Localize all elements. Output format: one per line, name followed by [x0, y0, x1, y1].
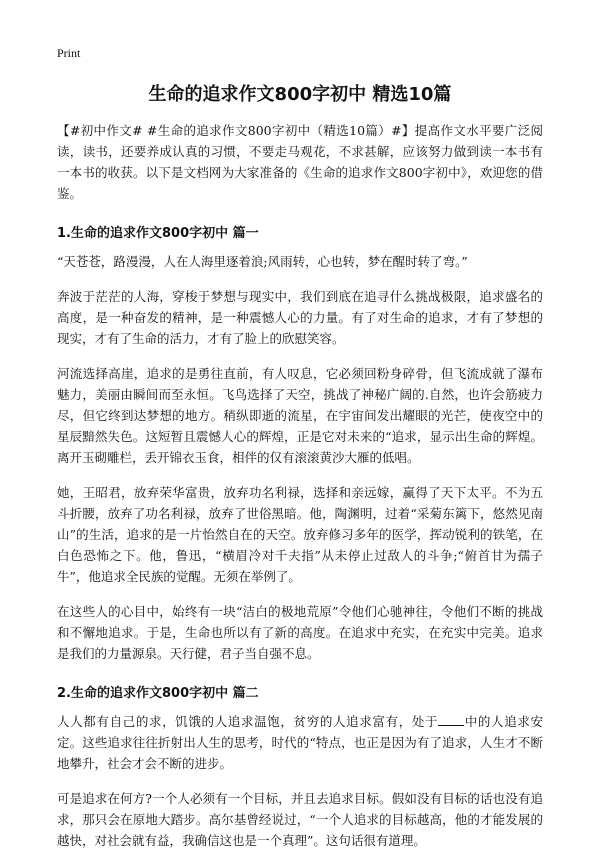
- print-label: Print: [57, 46, 81, 60]
- paragraph: 河流选择高崖，追求的是勇往直前，有人叹息，它必须回粉身碎骨，但飞流成就了瀑布魅力，美丽由瞬间而至永恒。飞鸟选择了天空，挑战了神秘广阔的.自然，也许会筋疲力尽，但它终到达梦想的地方。稍纵即逝的流星，在宇宙间发出耀眼的光芒，使夜空中的星辰黯然失色。这短暂且震憾人心的辉煌，正是它对未来的“追求，显示出生命的辉煌。离开玉砌雕栏，丢开锦衣玉食，相伴的仅有滚滚黄沙大雁的低唱。: [57, 366, 543, 465]
- intro-paragraph: 【#初中作文# #生命的追求作文800字初中（精选10篇）#】提高作文水平要广泛阅读，读书，还要养成认真的习惯，不要走马观花，不求甚解，应该努力做到读一本书有一本书的收获。以下是文档网为大家准备的《生命的追求作文800字初中》，欢迎您的借鉴。: [57, 123, 543, 201]
- paragraph-text: 中的人追求安定。这些追求往往折射出人生的思考，时代的“特点，也正是因为有了追求，人生才不断地攀升，社会才会不断的进步。: [57, 714, 543, 771]
- paragraph: [57, 711, 543, 774]
- paragraph: 可是追求在何方?一个人必须有一个目标，并且去追求目标。假如没有目标的话也没有追求，那只会在原地大踏步。高尔基曾经说过，“一个人追求的目标越高，他的才能发展的越快，对社会就有益，我确信这也是一个真理”。这句话很有道理。: [57, 791, 543, 848]
- paragraph: 她，王昭君，放弃荣华富贵，放弃功名利禄，选择和亲远嫁，赢得了天下太平。不为五斗折腰，放弃了功名利禄，放弃了世俗黑暗。他，陶渊明，过着“采菊东篱下，悠然见南山”的生活，追求的是一片怡然自在的天空。放弃修习多年的医学，挥动锐利的铁笔，在白色恐怖之下。他，鲁迅，“横眉冷对千夫指”从未停止过敌人的斗争;“俯首甘为孺子牛”，他追求全民族的觉醒。无须在举例了。: [57, 485, 543, 584]
- document-title: 生命的追求作文800字初中 精选10篇: [148, 84, 452, 105]
- section-heading-2: 2.生命的追求作文800字初中 篇二: [57, 686, 259, 701]
- section-heading-1: 1.生命的追求作文800字初中 篇一: [57, 226, 259, 241]
- paragraph: 在这些人的心目中，始终有一块“洁白的极地荒原”令他们心驰神往，令他们不断的挑战和不懈地追求。于是，生命也所以有了新的高度。在追求中充实，在充实中完美。追求是我们的力量源泉。天行健，君子当自强不息。: [57, 604, 543, 661]
- document-body: [57, 120, 543, 865]
- paragraph: “天苍苍，路漫漫，人在人海里逐着浪;风雨转，心也转，梦在醒时转了弯。”: [57, 254, 468, 269]
- fill-blank: [438, 714, 464, 726]
- paragraph-text: 人人都有自己的求，饥饿的人追求温饱，贫穷的人追求富有，处于: [57, 714, 439, 729]
- paragraph: 奔波于茫茫的人海，穿梭于梦想与现实中，我们到底在追寻什么挑战极限，追求盛名的高度，是一种奋发的精神，是一种震憾人心的力量。有了对生命的追求，才有了梦想的现实，才有了生命的活力，才有了脸上的欣慰笑容。: [57, 289, 543, 346]
